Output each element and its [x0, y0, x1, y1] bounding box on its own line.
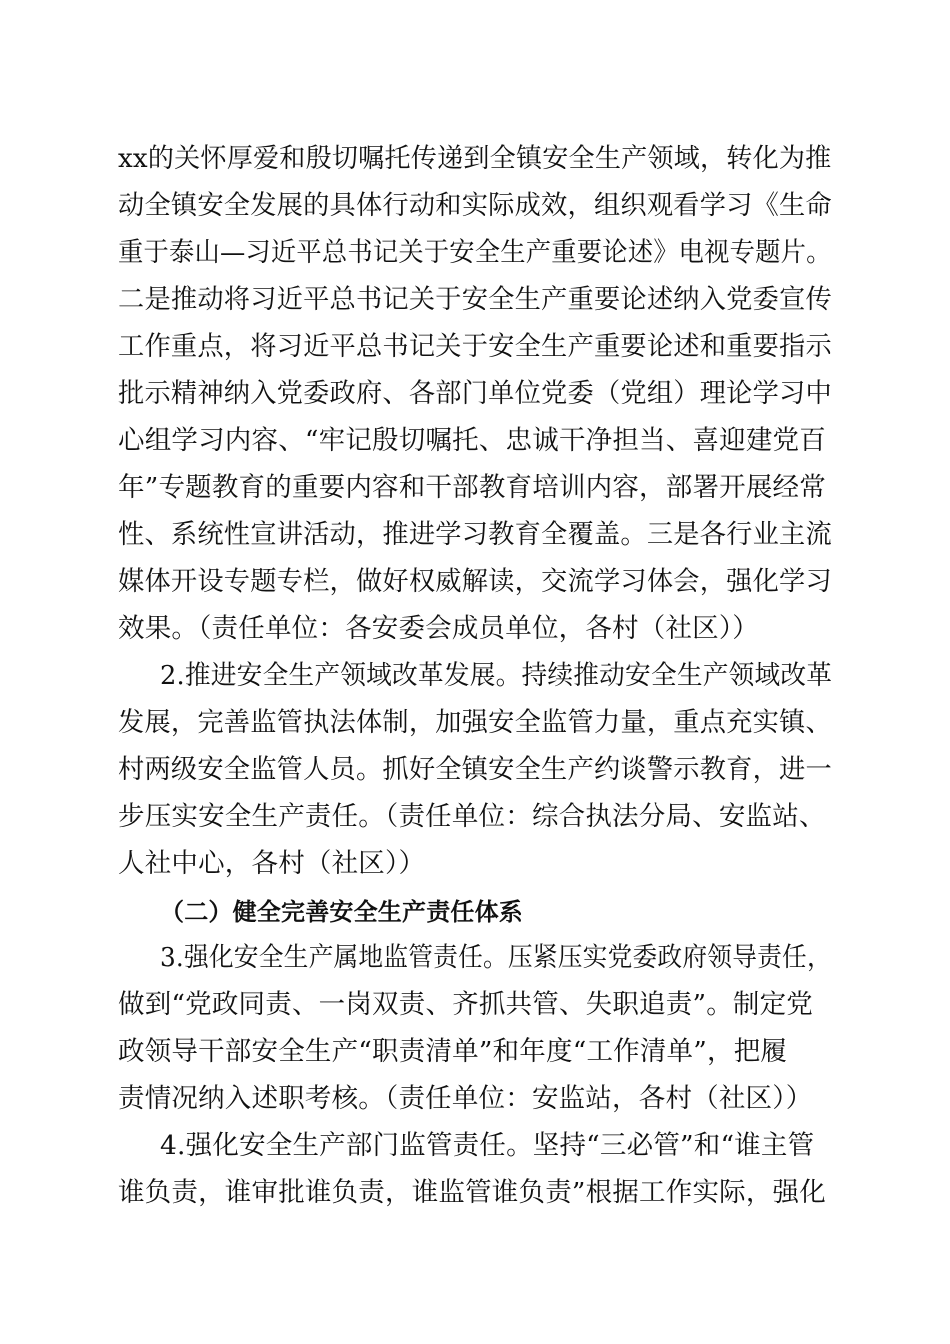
body-text-line: 工作重点，将习近平总书记关于安全生产重要论述和重要指示	[118, 331, 832, 362]
body-text-line: 重于泰山—习近平总书记关于安全生产重要论述》电视专题片。	[118, 237, 832, 268]
paragraph-first-line: 3.强化安全生产属地监管责任。压紧压实党委政府领导责任，	[160, 942, 832, 973]
body-text-line: xx的关怀厚爱和殷切嘱托传递到全镇安全生产领域，转化为推	[118, 143, 832, 174]
body-text-line: 人社中心，各村（社区））	[118, 848, 426, 879]
body-text-line: 做到“党政同责、一岗双责、齐抓共管、失职追责”。制定党	[118, 989, 813, 1020]
body-text-line: 批示精神纳入党委政府、各部门单位党委（党组）理论学习中	[118, 378, 832, 409]
body-text-line: 媒体开设专题专栏，做好权威解读，交流学习体会，强化学习	[118, 566, 832, 597]
body-text-line: 步压实安全生产责任。（责任单位：综合执法分局、安监站、	[118, 801, 826, 832]
body-text-line: 动全镇安全发展的具体行动和实际成效，组织观看学习《生命	[118, 190, 832, 221]
body-text-line: 谁负责，谁审批谁负责，谁监管谁负责”根据工作实际，强化	[118, 1177, 826, 1208]
body-text-line: 心组学习内容、“牢记殷切嘱托、忠诚干净担当、喜迎建党百	[118, 425, 826, 456]
body-text-line: 效果。（责任单位：各安委会成员单位，各村（社区））	[118, 613, 759, 644]
body-text-line: 村两级安全监管人员。抓好全镇安全生产约谈警示教育，进一	[118, 754, 832, 785]
body-text-line: 政领导干部安全生产“职责清单”和年度“工作清单”，把履	[118, 1036, 788, 1067]
paragraph-first-line: 4.强化安全生产部门监管责任。坚持“三必管”和“谁主管	[160, 1130, 815, 1161]
body-text-line: 二是推动将习近平总书记关于安全生产重要论述纳入党委宣传	[118, 284, 832, 315]
body-text-line: 发展，完善监管执法体制，加强安全监管力量，重点充实镇、	[118, 707, 832, 738]
section-heading: （二）健全完善安全生产责任体系	[160, 898, 523, 926]
body-text-line: 年”专题教育的重要内容和干部教育培训内容，部署开展经常	[118, 472, 826, 503]
paragraph-first-line: 2.推进安全生产领域改革发展。持续推动安全生产领域改革	[160, 660, 833, 691]
body-text-line: 性、系统性宣讲活动，推进学习教育全覆盖。三是各行业主流	[118, 519, 832, 550]
body-text-line: 责情况纳入述职考核。（责任单位：安监站，各村（社区））	[118, 1083, 813, 1114]
